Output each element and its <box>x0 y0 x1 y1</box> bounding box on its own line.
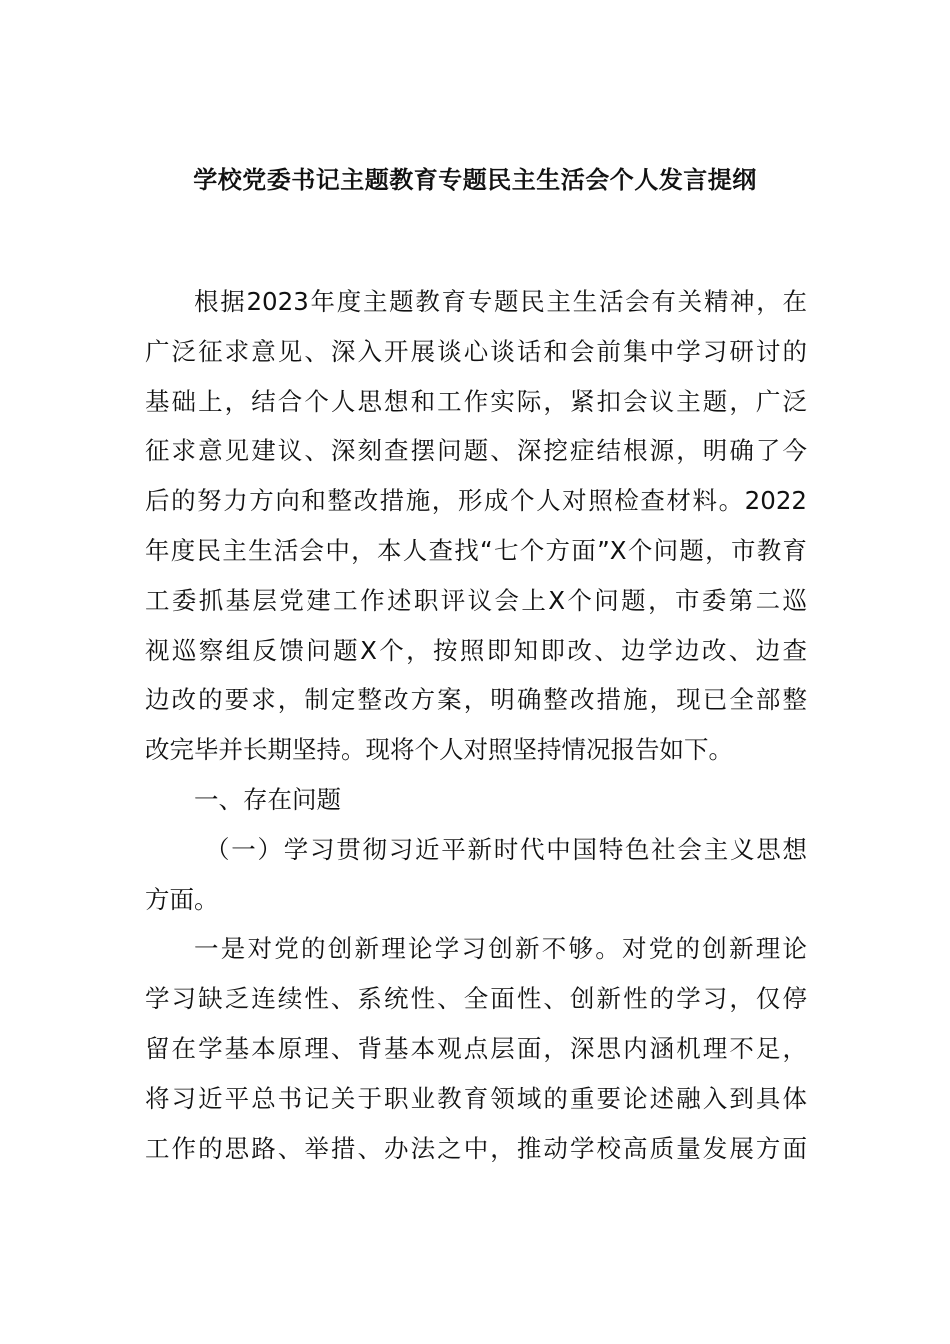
paragraph-line: 根据2023年度主题教育专题民主生活会有关精神，在 <box>194 287 807 316</box>
paragraph-line: 视巡察组反馈问题X个，按照即知即改、边学边改、边查 <box>145 635 807 665</box>
paragraph-line: 广泛征求意见、深入开展谈心谈话和会前集中学习研讨的 <box>145 336 807 366</box>
paragraph-line: 基础上，结合个人思想和工作实际，紧扣会议主题，广泛 <box>145 386 807 416</box>
paragraph-line: 后的努力方向和整改措施，形成个人对照检查材料。2022 <box>145 486 807 516</box>
paragraph-line: 学习缺乏连续性、系统性、全面性、创新性的学习，仅停 <box>145 984 807 1014</box>
document-title: 学校党委书记主题教育专题民主生活会个人发言提纲 <box>193 166 757 194</box>
paragraph-line: 工委抓基层党建工作述职评议会上X个问题，市委第二巡 <box>145 585 807 615</box>
paragraph-line: 留在学基本原理、背基本观点层面，深思内涵机理不足， <box>145 1033 807 1063</box>
subsection-heading-continued: 方面。 <box>145 884 219 914</box>
subsection-heading: （一）学习贯彻习近平新时代中国特色社会主义思想 <box>205 834 807 864</box>
paragraph-line: 改完毕并长期坚持。现将个人对照坚持情况报告如下。 <box>145 735 733 765</box>
paragraph-line: 将习近平总书记关于职业教育领域的重要论述融入到具体 <box>145 1083 807 1113</box>
paragraph-line: 边改的要求，制定整改方案，明确整改措施，现已全部整 <box>145 685 807 715</box>
document-body <box>145 277 807 1173</box>
section-heading: 一、存在问题 <box>194 784 341 814</box>
paragraph-line: 一是对党的创新理论学习创新不够。对党的创新理论 <box>194 934 807 964</box>
paragraph-line: 年度民主生活会中，本人查找“七个方面”X个问题，市教育 <box>145 535 807 565</box>
paragraph-line: 工作的思路、举措、办法之中，推动学校高质量发展方面 <box>145 1133 807 1163</box>
paragraph-line: 征求意见建议、深刻查摆问题、深挖症结根源，明确了今 <box>145 436 807 466</box>
